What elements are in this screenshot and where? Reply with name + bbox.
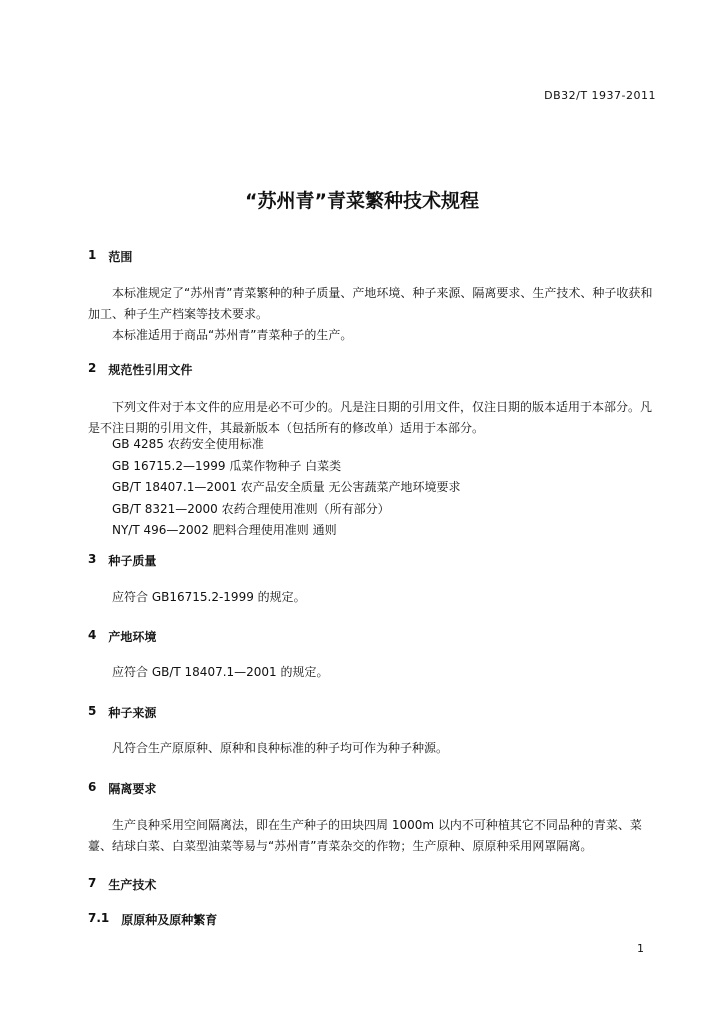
paragraph: 下列文件对于本文件的应用是必不可少的。凡是注日期的引用文件，仅注日期的版本适用于本部分。凡是不注日期的引用文件，其最新版本（包括所有的修改单）适用于本部分。 xyxy=(88,400,653,435)
paragraph: 本标准适用于商品“苏州青”青菜种子的生产。 xyxy=(112,328,353,342)
section-4-heading xyxy=(88,628,156,645)
section-number: 5 xyxy=(88,704,97,718)
section-title: 生产技术 xyxy=(108,878,157,892)
section-6-body xyxy=(88,815,658,857)
section-title: 产地环境 xyxy=(108,630,157,644)
section-1-body xyxy=(88,283,658,346)
section-2-body xyxy=(88,397,658,439)
section-title: 隔离要求 xyxy=(108,782,157,796)
page-number: 1 xyxy=(637,942,644,955)
subsection-7-1-heading xyxy=(88,911,217,928)
reference-list xyxy=(112,434,461,542)
reference-item: GB 4285 农药安全使用标准 xyxy=(112,437,264,451)
section-4-body xyxy=(88,662,658,683)
section-title: 原原种及原种繁育 xyxy=(121,913,218,927)
reference-item: NY/T 496—2002 肥料合理使用准则 通则 xyxy=(112,523,337,537)
paragraph: 生产良种采用空间隔离法，即在生产种子的田块四周 1000m 以内不可种植其它不同品种的青菜、菜薹、结球白菜、白菜型油菜等易与“苏州青”青菜杂交的作物；生产原种、原原种采用网罩隔离。 xyxy=(88,818,642,853)
section-number: 4 xyxy=(88,628,97,642)
reference-item: GB/T 18407.1—2001 农产品安全质量 无公害蔬菜产地环境要求 xyxy=(112,480,461,494)
document-title: “苏州青”青菜繁种技术规程 xyxy=(245,190,479,212)
section-number: 3 xyxy=(88,552,97,566)
section-5-heading xyxy=(88,704,156,721)
section-3-heading xyxy=(88,552,156,569)
section-3-body xyxy=(88,587,658,608)
section-number: 2 xyxy=(88,361,97,375)
section-number: 1 xyxy=(88,248,97,262)
paragraph: 凡符合生产原原种、原种和良种标准的种子均可作为种子种源。 xyxy=(112,741,449,755)
paragraph: 应符合 GB/T 18407.1—2001 的规定。 xyxy=(112,665,329,679)
standard-code: DB32/T 1937-2011 xyxy=(544,89,656,102)
section-title: 种子质量 xyxy=(108,554,157,568)
paragraph: 应符合 GB16715.2-1999 的规定。 xyxy=(112,590,306,604)
section-title: 规范性引用文件 xyxy=(108,363,193,377)
section-1-heading xyxy=(88,248,132,265)
section-title: 范围 xyxy=(108,250,133,264)
section-number: 6 xyxy=(88,780,97,794)
section-6-heading xyxy=(88,780,156,797)
reference-item: GB/T 8321—2000 农药合理使用准则（所有部分） xyxy=(112,501,390,516)
section-title: 种子来源 xyxy=(108,706,157,720)
section-5-body xyxy=(88,738,658,759)
section-number: 7.1 xyxy=(88,911,110,925)
section-2-heading xyxy=(88,361,192,378)
reference-item: GB 16715.2—1999 瓜菜作物种子 白菜类 xyxy=(112,458,342,473)
paragraph: 本标准规定了“苏州青”青菜繁种的种子质量、产地环境、种子来源、隔离要求、生产技术、种子收获和加工、种子生产档案等技术要求。 xyxy=(88,286,653,321)
section-7-heading xyxy=(88,876,156,893)
section-number: 7 xyxy=(88,876,97,890)
